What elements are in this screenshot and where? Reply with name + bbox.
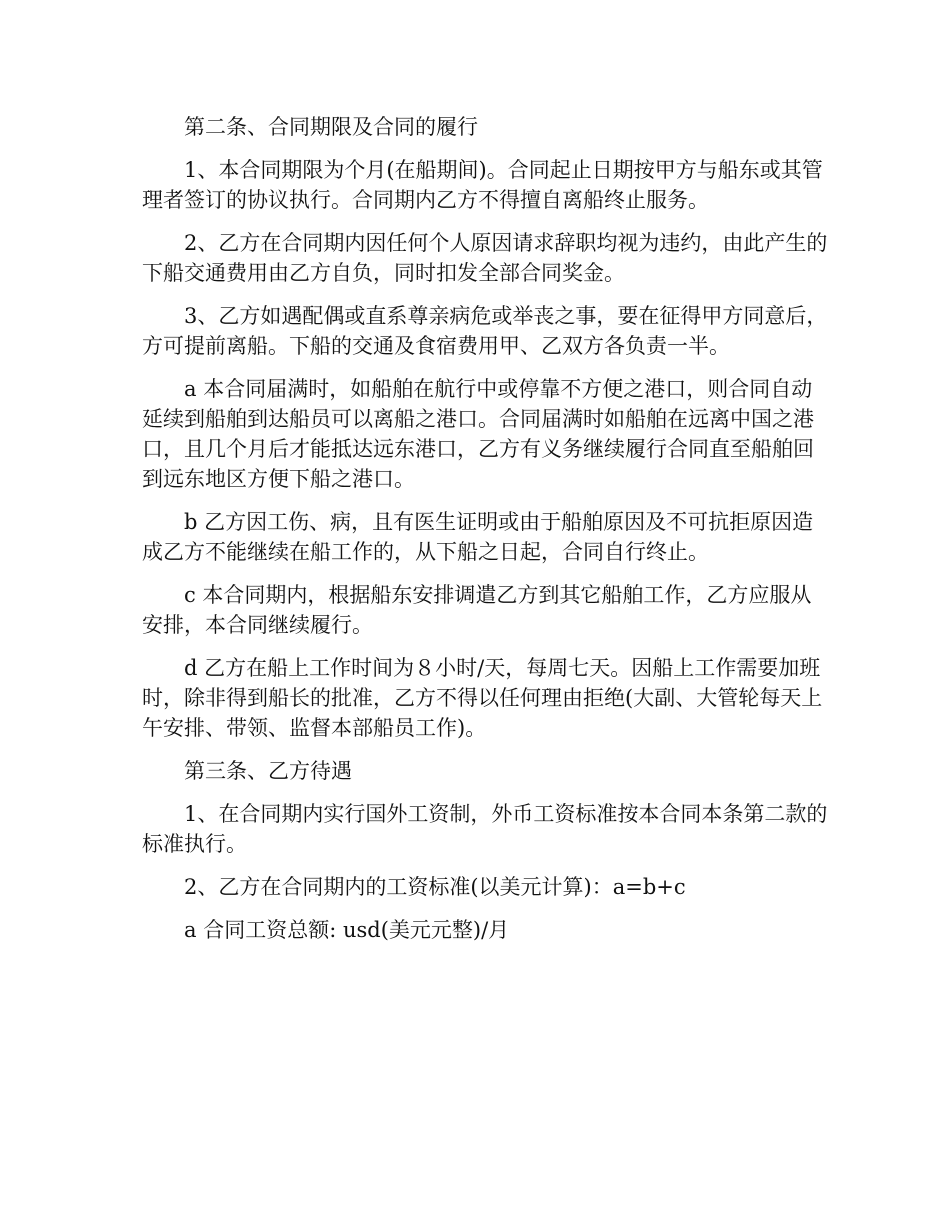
document-body bbox=[142, 112, 832, 958]
article-2-heading: 第二条、合同期限及合同的履行 bbox=[184, 115, 478, 139]
clause-2-b: b 乙方因工伤、病，且有医生证明或由于船舶原因及不可抗拒原因造成乙方不能继续在船工作的，从下船之日起，合同自行终止。 bbox=[142, 510, 814, 564]
clause-2-2: 2、乙方在合同期内因任何个人原因请求辞职均视为违约，由此产生的下船交通费用由乙方自负，同时扣发全部合同奖金。 bbox=[142, 231, 828, 285]
clause-3-a: a 合同工资总额: usd(美元元整)/月 bbox=[184, 918, 510, 942]
clause-2-1: 1、本合同期限为个月(在船期间)。合同起止日期按甲方与船东或其管理者签订的协议执行。合同期内乙方不得擅自离船终止服务。 bbox=[142, 158, 823, 212]
clause-2-3: 3、乙方如遇配偶或直系尊亲病危或举丧之事，要在征得甲方同意后，方可提前离船。下船的交通及食宿费用甲、乙双方各负责一半。 bbox=[142, 304, 828, 358]
clause-3-2: 2、乙方在合同期内的工资标准(以美元计算)：a=b+c bbox=[184, 875, 686, 899]
clause-2-c: c 本合同期内，根据船东安排调遣乙方到其它船舶工作，乙方应服从安排，本合同继续履行。 bbox=[142, 583, 812, 637]
clause-2-a: a 本合同届满时，如船舶在航行中或停靠不方便之港口，则合同自动延续到船舶到达船员可以离船之港口。合同届满时如船舶在远离中国之港口，且几个月后才能抵达远东港口，乙方有义务继续履行合同直至船舶回到远东地区方便下船之港口。 bbox=[142, 377, 814, 491]
clause-2-d: d 乙方在船上工作时间为８小时/天，每周七天。因船上工作需要加班时，除非得到船长的批准，乙方不得以任何理由拒绝(大副、大管轮每天上午安排、带领、监督本部船员工作)。 bbox=[142, 656, 823, 740]
clause-3-1: 1、在合同期内实行国外工资制，外币工资标准按本合同本条第二款的标准执行。 bbox=[142, 802, 828, 856]
article-3-heading: 第三条、乙方待遇 bbox=[184, 759, 352, 783]
